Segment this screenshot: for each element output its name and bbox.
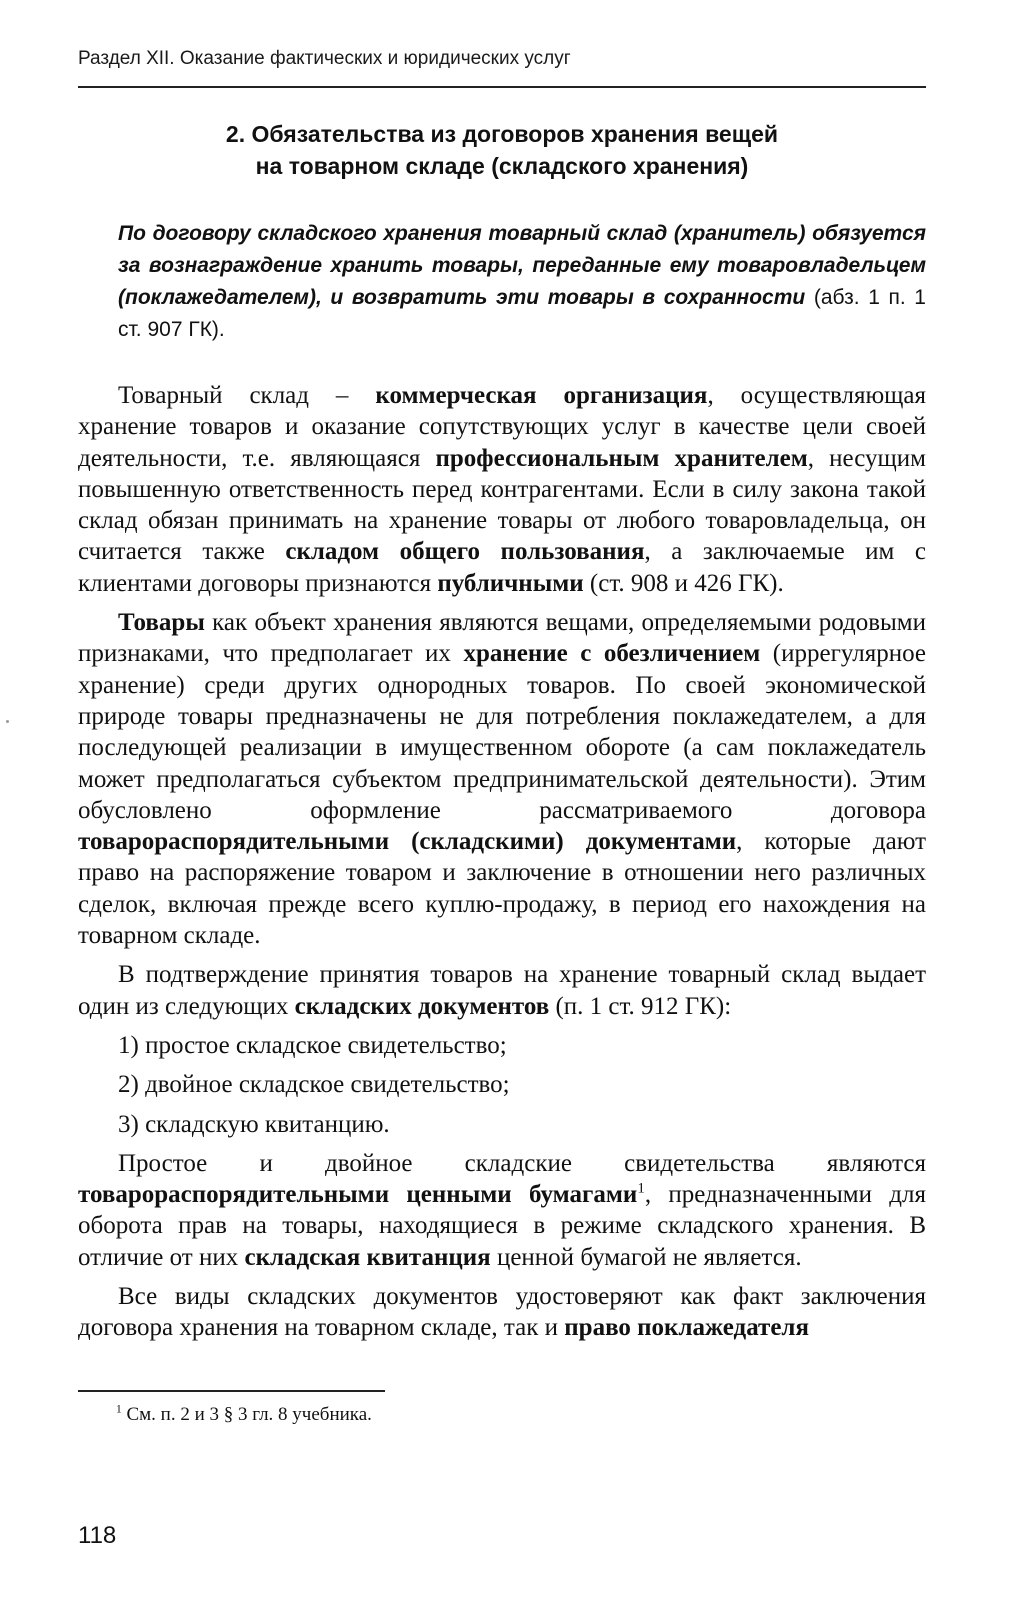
page-number: 118 (78, 1522, 117, 1549)
bold-term: товарораспорядительными (складскими) документами (78, 828, 737, 856)
text-run: ценной бумагой не является. (490, 1243, 802, 1271)
header-rule (78, 86, 926, 88)
list-item: 3) складскую квитанцию. (118, 1110, 390, 1138)
paragraph-1 (78, 380, 926, 599)
list-item: 1) простое складское свидетельство; (118, 1031, 507, 1059)
text-run: , осуществляющая хранение товаров и оказание сопутствующих услуг в качестве цели своей деятельности, т.е. являющаяся (78, 382, 926, 472)
book-page (78, 0, 926, 1600)
bold-term: профессиональным хранителем (435, 444, 808, 472)
bold-term: товарораспорядительными ценными бумагами (78, 1181, 638, 1209)
text-run: , а заключаемые им с клиентами договоры признаются (78, 538, 926, 597)
footnote-marker: 1 (116, 1403, 122, 1416)
body-text (78, 380, 926, 1344)
footnote (116, 1403, 926, 1427)
footnote-ref[interactable]: 1 (637, 1180, 645, 1197)
text-run: , которые дают право на распоряжение товаром и заключение в отношении него различных сделок, включая прежде всего куплю-продажу, в период его нахождения на товарном складе. (78, 828, 926, 950)
paragraph-3 (78, 959, 926, 1022)
list-item: 2) двойное складское свидетельство; (118, 1071, 510, 1099)
footnote-rule (78, 1390, 385, 1392)
definition-emphasis: По договору складского хранения товарный склад (хранитель) обязуется за вознаграждение хранить товары, переданные ему товаровладельцем (поклажедателем), и возвратить эти товары в сохранности (118, 222, 926, 309)
section-title-line-2: на товарном складе (складского хранения) (255, 153, 749, 179)
bold-term: хранение с обезличением (463, 640, 761, 668)
definition-block (118, 218, 926, 346)
text-run: как объект хранения являются вещами, определяемыми родовыми признаками, что предполагает их (78, 609, 926, 668)
text-run: , несущим повышенную ответственность перед контрагентами. Если в силу закона такой склад обязан принимать на хранение товары от любого товаровладельца, он считается также (78, 444, 926, 566)
bold-term: складских документов (294, 992, 550, 1020)
bold-term: публичными (437, 569, 584, 597)
paragraph-5 (78, 1281, 926, 1344)
section-title (78, 118, 926, 182)
text-run: Простое и двойное складские свидетельства являются (118, 1149, 926, 1177)
definition-reference: (абз. 1 п. 1 ст. 907 ГК). (118, 286, 926, 341)
text-run: (п. 1 ст. 912 ГК): (549, 992, 732, 1020)
text-run: Все виды складских документов удостоверяют как факт заключения договора хранения на товарном складе, так и (78, 1283, 926, 1342)
text-run: , предназначенными для оборота прав на товары, находящиеся в режиме складского хранения. В отличие от них (78, 1181, 926, 1271)
paragraph-4 (78, 1148, 926, 1273)
paragraph-2 (78, 607, 926, 951)
bold-term: складская квитанция (244, 1243, 491, 1271)
running-header: Раздел XII. Оказание фактических и юридических услуг (78, 48, 571, 69)
text-run: Товарный склад – (118, 382, 376, 409)
text-run: (иррегулярное хранение) среди других однородных товаров. По своей экономической природе товары предназначены не для потребления поклажедателем, а для последующей реализации в имущественном обороте (а сам поклажедатель может предполагаться субъектом предпринимательской деятельности). Этим обусловлено оформление рассматриваемого договора (78, 640, 927, 824)
bold-term: Товары (118, 609, 205, 637)
text-run: В подтверждение принятия товаров на хранение товарный склад выдает один из следующих (78, 961, 926, 1020)
section-title-line-1: 2. Обязательства из договоров хранения вещей (225, 121, 779, 147)
bold-term: право поклажедателя (564, 1314, 809, 1342)
bold-term: складом общего пользования (285, 538, 645, 566)
bold-term: коммерческая организация (375, 382, 708, 409)
text-run: (ст. 908 и 426 ГК). (583, 569, 784, 597)
margin-speck (6, 720, 9, 723)
footnote-text: См. п. 2 и 3 § 3 гл. 8 учебника. (121, 1404, 372, 1425)
